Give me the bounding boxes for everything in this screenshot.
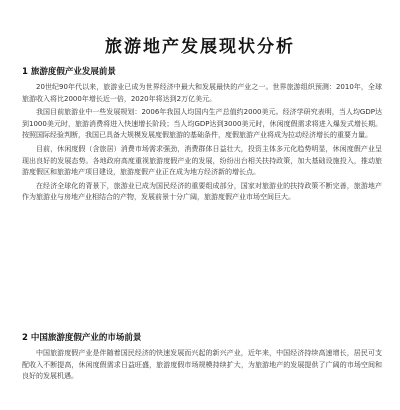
section-heading: 2 中国旅游度假产业的市场前景 [22, 333, 142, 343]
section-heading: 1 旅游度假产业发展前景 [22, 67, 116, 77]
document-title: 旅游地产发展现状分析 [105, 37, 295, 57]
paragraph: 20世纪90年代以来，旅游业已成为世界经济中最大和发展最快的产业之一。世界旅游组织预测：2010年，全球旅游收入将比2000年增长近一倍，2020年将达到2万亿美元。 [22, 83, 382, 103]
paragraph: 目前，休闲度假（含旅居）消费市场需求强劲，消费群体日益壮大，投资主体多元化趋势明显，休闲度假产业呈现出良好的发展态势。各地政府高度重视旅游度假产业的发展，纷纷出台相关扶持政策，加大基础设施投入，推动旅游度假区和旅游地产项目建设，旅游度假产业正在成为地方经济新的增长点。 [22, 144, 382, 177]
paragraph: 我国目前旅游业中一些发展规划：2006年我国人均国内生产总值约2000美元。经济学研究表明，当人均GDP达到1000美元时，旅游消费将进入快速增长阶段；当人均GDP达到3000美元时，休闲度假需求将进入爆发式增长期。按照国际经验判断，我国已具备大规模发展度假旅游的基础条件，度假旅游产业将成为拉动经济增长的重要力量。 [22, 108, 382, 140]
section-2 [22, 332, 382, 385]
paragraph: 在经济全球化的背景下，旅游业已成为国民经济的重要组成部分，国家对旅游业的扶持政策不断完善，旅游地产作为旅游业与房地产业相结合的产物，发展前景十分广阔，旅游度假产业市场空间巨大。 [22, 181, 382, 202]
section-1 [22, 66, 382, 206]
paragraph: 中国旅游度假产业是伴随着国民经济的快速发展而兴起的新兴产业，近年来，中国经济持续高速增长，居民可支配收入不断提高，休闲度假需求日益旺盛，旅游度假市场规模持续扩大，为旅游地产的发展提供了广阔的市场空间和良好的发展机遇。 [22, 349, 382, 381]
